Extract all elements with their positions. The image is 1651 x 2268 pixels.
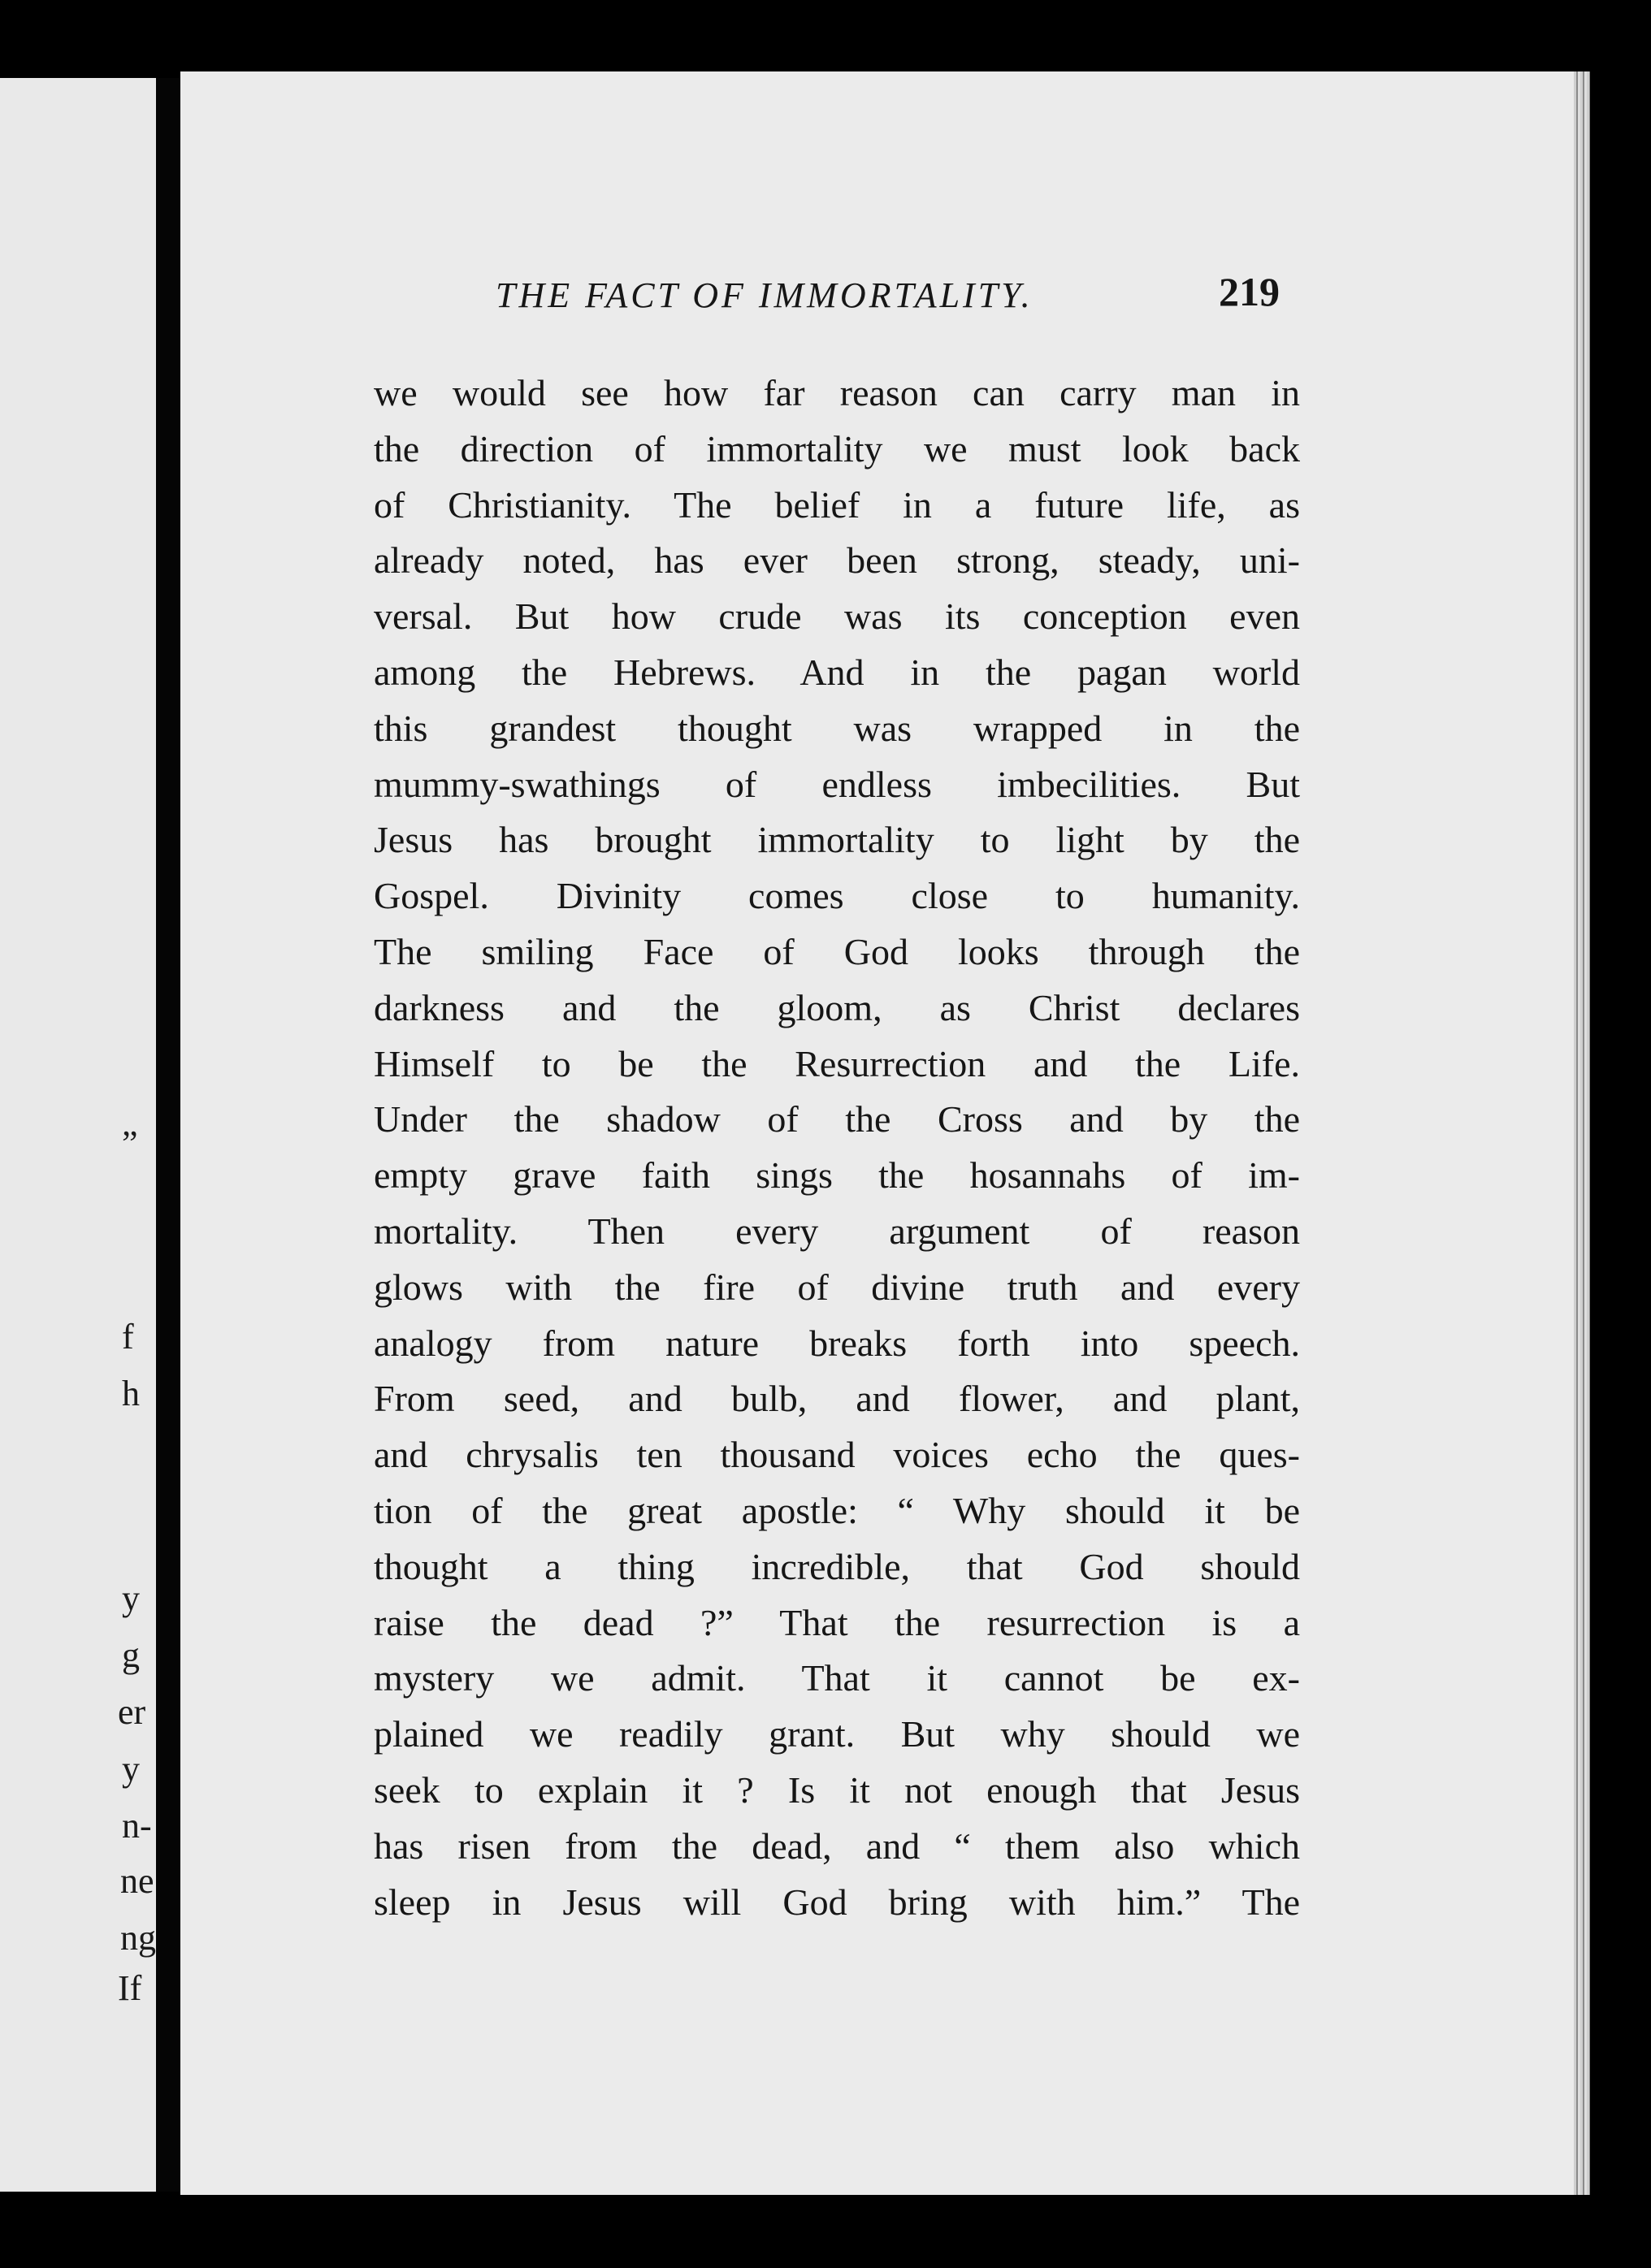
text-line: From seed, and bulb, and flower, and plant, [374, 1378, 1300, 1420]
text-line: seek to explain it ? Is it not enough that Jesus [374, 1768, 1300, 1811]
running-head: THE FACT OF IMMORTALITY. [496, 275, 1034, 315]
text-line: analogy from nature breaks forth into speech. [374, 1322, 1300, 1364]
text-line: Gospel. Divinity comes close to humanity. [374, 875, 1300, 917]
text-line: sleep in Jesus will God bring with him.” The [374, 1881, 1300, 1923]
text-line: plained we readily grant. But why should we [374, 1713, 1300, 1755]
page-number: 219 [1219, 269, 1280, 314]
text-line: the direction of immortality we must look back [374, 427, 1300, 470]
text-line: versal. But how crude was its conception even [374, 595, 1300, 638]
page-edge [1574, 71, 1590, 2195]
body-text [374, 366, 1300, 1930]
text-line: of Christianity. The belief in a future life, as [374, 483, 1300, 526]
text-line: mummy-swathings of endless imbecilities. But [374, 763, 1300, 805]
text-line: Under the shadow of the Cross and by the [374, 1098, 1300, 1140]
facing-page [0, 78, 156, 2192]
text-line: has risen from the dead, and “ them also which [374, 1824, 1300, 1867]
facing-page-fragment: ” [122, 1123, 138, 1163]
text-line: mystery we admit. That it cannot be ex- [374, 1657, 1300, 1699]
text-line: among the Hebrews. And in the pagan world [374, 651, 1300, 693]
facing-page-fragment: If [118, 1968, 142, 2008]
text-line: and chrysalis ten thousand voices echo the ques- [374, 1434, 1300, 1476]
text-line: thought a thing incredible, that God should [374, 1545, 1300, 1587]
facing-page-fragment: n- [122, 1806, 152, 1846]
facing-page-fragment: y [122, 1749, 140, 1789]
text-line: already noted, has ever been strong, steady, uni- [374, 539, 1300, 582]
facing-page-fragment: ne [120, 1861, 154, 1901]
text-line: tion of the great apostle: “ Why should it be [374, 1489, 1300, 1531]
text-line: we would see how far reason can carry man in [374, 372, 1300, 413]
facing-page-fragment: f [122, 1317, 134, 1357]
text-line: Jesus has brought immortality to light by the [374, 819, 1300, 861]
text-line: mortality. Then every argument of reason [374, 1210, 1300, 1252]
text-line: The smiling Face of God looks through the [374, 930, 1300, 972]
text-line: darkness and the gloom, as Christ declares [374, 986, 1300, 1028]
facing-page-fragment: y [122, 1578, 140, 1618]
text-line: Himself to be the Resurrection and the Life. [374, 1042, 1300, 1084]
text-line: raise the dead ?” That the resurrection is a [374, 1601, 1300, 1643]
book-gutter [156, 78, 180, 2192]
facing-page-fragment: er [118, 1692, 146, 1732]
text-line: glows with the fire of divine truth and every [374, 1266, 1300, 1308]
facing-page-fragment: g [122, 1635, 140, 1675]
text-line: this grandest thought was wrapped in the [374, 707, 1300, 749]
text-line: empty grave faith sings the hosannahs of im- [374, 1154, 1300, 1197]
facing-page-fragment: ng [120, 1918, 156, 1958]
facing-page-fragment: h [122, 1374, 140, 1413]
